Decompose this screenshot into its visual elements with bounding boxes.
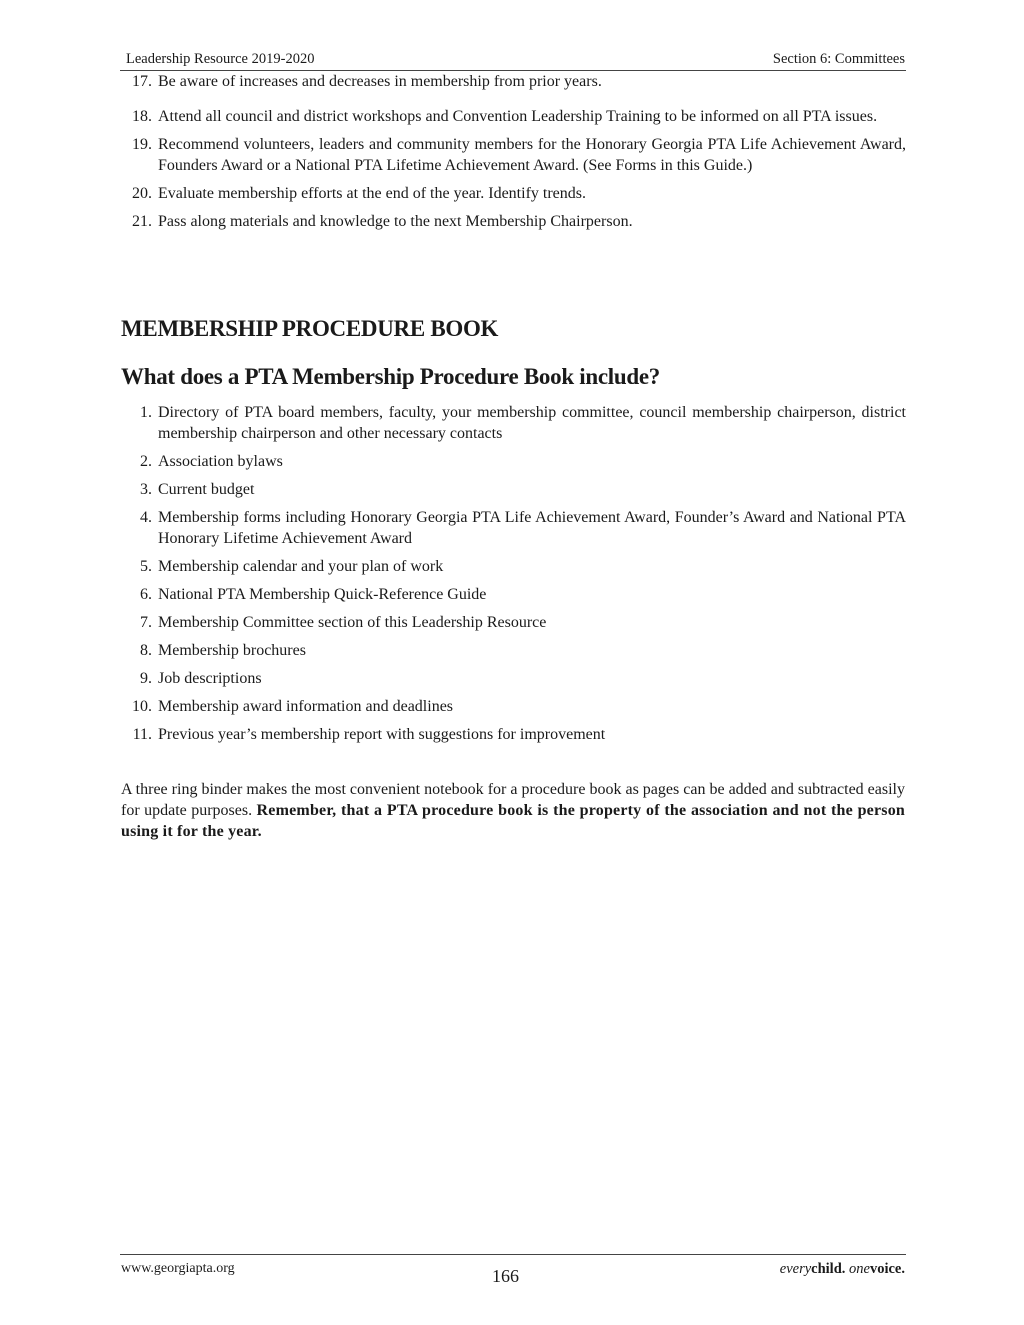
list-item-text: Recommend volunteers, leaders and community members for the Honorary Georgia PTA Life Achievement Award, Founders Award or a National PTA Lifetime Achievement Award. (See Forms in this Guide.) [158,136,906,174]
list-item [120,451,906,472]
responsibilities-list [120,71,906,239]
list-item [120,479,906,500]
header-document-title: Leadership Resource 2019-2020 [126,51,315,67]
list-item-number: 21. [132,213,152,230]
list-item [120,668,906,689]
section-heading: MEMBERSHIP PROCEDURE BOOK [121,316,499,341]
tagline-child: child. [811,1261,846,1277]
footer-tagline [780,1261,905,1278]
procedure-book-contents-list [120,402,906,752]
list-item [120,183,906,204]
list-item-text: Membership forms including Honorary Georgia PTA Life Achievement Award, Founder’s Award and National PTA Honorary Lifetime Achievement Award [158,509,906,547]
tagline-every: every [779,1261,812,1277]
list-item-number: 5. [140,558,152,575]
list-item-number: 18. [132,108,152,125]
page-header [120,50,906,71]
list-item-text: Membership brochures [158,642,306,659]
list-item-number: 10. [132,698,152,715]
list-item [120,507,906,549]
list-item-number: 6. [140,586,152,603]
list-item-text: National PTA Membership Quick-Reference Guide [158,586,487,603]
list-item [120,724,906,745]
list-item [120,584,906,605]
list-item-text: Job descriptions [158,670,262,687]
list-item-number: 7. [140,614,152,631]
tagline-one: one [849,1261,870,1277]
list-item-number: 19. [132,136,152,153]
closing-text: A three ring binder makes the most convenient notebook for a procedure book as pages can be added and subtracted easily for update purposes. [121,781,905,819]
footer-website: www.georgiapta.org [121,1261,235,1276]
closing-emphasis: Remember, that a PTA procedure book is the property of the association and not the person using it for the year. [121,802,905,840]
list-item-text: Association bylaws [158,453,283,470]
list-item [120,640,906,661]
list-item-text: Pass along materials and knowledge to the next Membership Chairperson. [158,213,633,230]
list-item-text: Previous year’s membership report with suggestions for improvement [158,726,606,743]
list-item-text: Membership Committee section of this Leadership Resource [158,614,547,631]
list-item [120,612,906,633]
page-number: 166 [492,1266,519,1286]
list-item-number: 8. [140,642,152,659]
list-item-text: Directory of PTA board members, faculty, your membership committee, council membership chairperson, district membership chairperson and other necessary contacts [158,404,906,442]
list-item-number: 1. [140,404,152,421]
list-item [120,71,906,92]
list-item-text: Be aware of increases and decreases in membership from prior years. [158,73,602,90]
subsection-heading: What does a PTA Membership Procedure Book include? [121,364,660,389]
list-item-text: Evaluate membership efforts at the end of the year. Identify trends. [158,185,586,202]
list-item [120,211,906,232]
page-footer [120,1254,906,1295]
list-item-number: 9. [140,670,152,687]
header-section-name: Section 6: Committees [772,51,905,67]
list-item-number: 3. [140,481,152,498]
list-item-number: 20. [132,185,152,202]
list-item-number: 2. [140,453,152,470]
list-item-number: 11. [132,726,152,743]
list-item [120,696,906,717]
list-item-number: 4. [140,509,152,526]
list-item-text: Membership calendar and your plan of work [158,558,444,575]
list-item [120,106,906,127]
list-item-text: Membership award information and deadlines [158,698,454,715]
tagline-voice: voice. [869,1261,905,1277]
list-item [120,556,906,577]
closing-paragraph [121,779,905,842]
list-item-text: Current budget [158,481,255,498]
list-item [120,134,906,176]
list-item [120,402,906,444]
list-item-text: Attend all council and district workshops and Convention Leadership Training to be informed on all PTA issues. [158,108,878,125]
list-item-number: 17. [132,73,152,90]
